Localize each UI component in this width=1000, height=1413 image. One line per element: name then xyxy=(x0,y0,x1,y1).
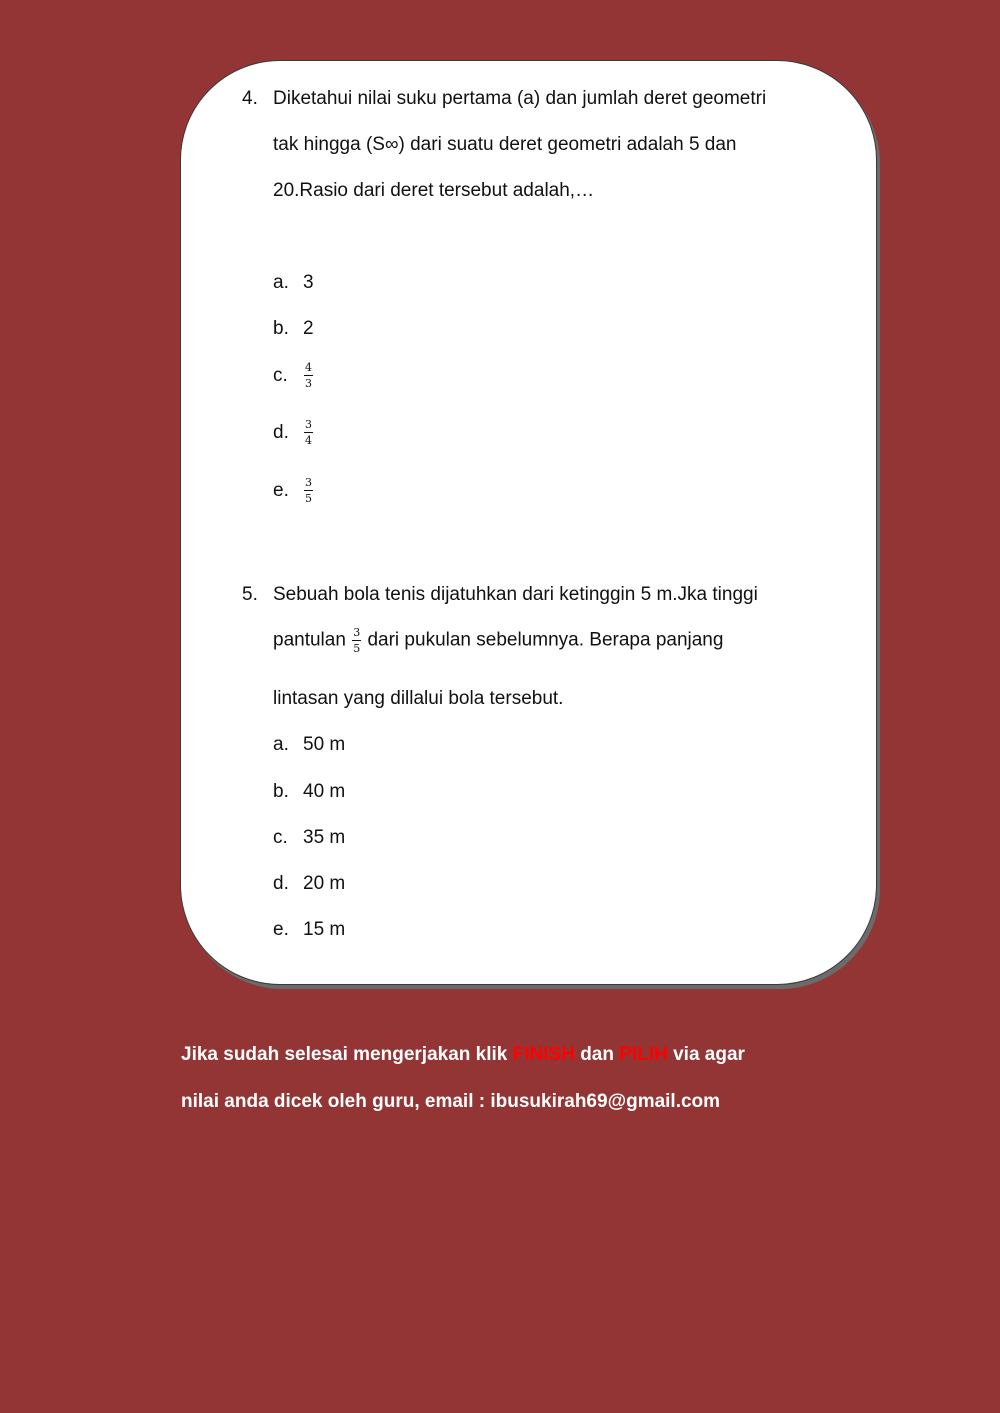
fraction-denominator: 5 xyxy=(353,642,361,655)
question-text-line: Sebuah bola tenis dijatuhkan dari ketinggin 5 m.Jka tinggi xyxy=(273,584,758,605)
option-value: 3 xyxy=(303,272,314,293)
fraction xyxy=(304,362,313,389)
option-c[interactable] xyxy=(273,827,345,849)
question-text-line: Diketahui nilai suku pertama (a) dan jumlah deret geometri xyxy=(273,88,767,109)
option-value: 50 m xyxy=(303,734,346,755)
option-value: 40 m xyxy=(303,781,346,802)
option-letter: c. xyxy=(273,827,288,848)
footer-instruction-line xyxy=(181,1044,745,1066)
option-letter: d. xyxy=(273,421,289,443)
fraction xyxy=(304,419,313,446)
fraction-numerator: 4 xyxy=(305,361,312,374)
option-letter: a. xyxy=(273,734,289,755)
fraction-denominator: 4 xyxy=(305,434,312,447)
fraction xyxy=(304,477,313,504)
question-number: 4. xyxy=(242,88,258,109)
option-letter: e. xyxy=(273,479,289,501)
option-d[interactable] xyxy=(273,419,314,446)
question-text-fragment: pantulan xyxy=(273,629,346,651)
question-text-line xyxy=(273,627,723,654)
option-letter: b. xyxy=(273,781,289,802)
option-letter: e. xyxy=(273,919,289,940)
question-text-fragment: dari pukulan sebelumnya. Berapa panjang xyxy=(367,629,724,651)
fraction-denominator: 3 xyxy=(305,377,312,390)
footer-email-line: nilai anda dicek oleh guru, email : ibusukirah69@gmail.com xyxy=(181,1091,721,1112)
option-letter: a. xyxy=(273,272,289,293)
option-c[interactable] xyxy=(273,362,314,389)
option-value: 15 m xyxy=(303,919,346,940)
question-text-line: 20.Rasio dari deret tersebut adalah,… xyxy=(273,180,595,201)
question-card xyxy=(180,60,877,985)
footer-text: dan xyxy=(580,1044,614,1065)
option-letter: c. xyxy=(273,364,288,386)
option-value: 2 xyxy=(303,318,314,339)
pilih-keyword: PILIH xyxy=(619,1044,668,1065)
question-text-line: lintasan yang dillalui bola tersebut. xyxy=(273,688,564,709)
question-text-line: tak hingga (S∞) dari suatu deret geometri adalah 5 dan xyxy=(273,134,737,155)
option-value: 35 m xyxy=(303,827,346,848)
fraction-numerator: 3 xyxy=(305,418,312,431)
fraction xyxy=(352,627,361,654)
fraction-numerator: 3 xyxy=(305,476,312,489)
option-a[interactable] xyxy=(273,272,314,294)
question-number: 5. xyxy=(242,584,258,605)
option-letter: d. xyxy=(273,873,289,894)
option-d[interactable] xyxy=(273,873,345,895)
footer-text: via agar xyxy=(673,1044,745,1065)
finish-keyword: FINISH xyxy=(512,1044,575,1065)
option-letter: b. xyxy=(273,318,289,339)
option-a[interactable] xyxy=(273,734,345,756)
option-b[interactable] xyxy=(273,781,345,803)
fraction-numerator: 3 xyxy=(353,626,361,639)
option-e[interactable] xyxy=(273,919,345,941)
footer-text: Jika sudah selesai mengerjakan klik xyxy=(181,1044,508,1065)
option-value: 20 m xyxy=(303,873,346,894)
option-e[interactable] xyxy=(273,477,314,504)
option-b[interactable] xyxy=(273,318,314,340)
fraction-denominator: 5 xyxy=(305,492,312,505)
